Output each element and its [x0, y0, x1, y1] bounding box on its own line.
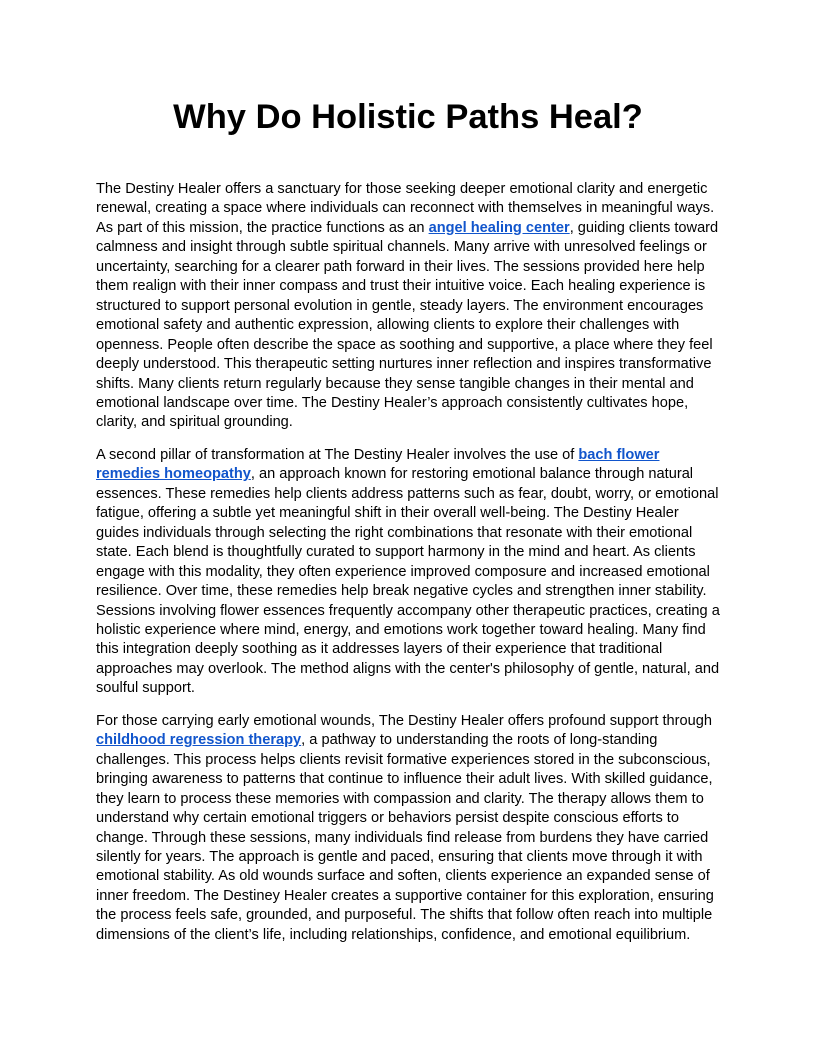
document-body — [96, 180, 720, 958]
paragraph-text: , guiding clients toward calmness and insight through subtle spiritual channels. Many arrive with unresolved feelings or uncertainty, searching for a clearer path forward in their lives. The sessions provided here help them realign with their inner compass and trust their intuitive voice. Each healing experience is structured to support personal evolution in gentle, steady layers. The environment encourages emotional safety and authentic expression, allowing clients to explore their challenges with openness. People often describe the space as soothing and supportive, a place where they feel deeply understood. This therapeutic setting nurtures inner reflection and inspires transformative shifts. Many clients return regularly because they sense tangible changes in their mental and emotional landscape over time. The Destiny Healer’s approach consistently cultivates hope, clarity, and spiritual grounding. — [96, 219, 719, 431]
bach-flower-remedies-link[interactable]: bach flower remedies homeopathy — [96, 446, 660, 483]
paragraph-angel-healing — [96, 180, 720, 433]
angel-healing-center-link[interactable]: angel healing center — [428, 219, 570, 236]
paragraph-text: The Destiny Healer offers a sanctuary for those seeking deeper emotional clarity and energetic renewal, creating a space where individuals can reconnect with themselves in meaningful ways. As part of this mission, the practice functions as an — [96, 181, 715, 236]
paragraph-text: , a pathway to understanding the roots of long-standing challenges. This process helps clients revisit formative experiences stored in the subconscious, bringing awareness to patterns that continue to influence their adult lives. With skilled guidance, they learn to process these memories with compassion and clarity. The therapy allows them to understand why certain emotional triggers or behaviors persist despite conscious efforts to change. Through these sessions, many individuals find release from burdens they have carried silently for years. The approach is gentle and paced, ensuring that clients move through it with emotional stability. As old wounds surface and soften, clients experience an expanded sense of inner freedom. The Destiney Healer creates a supportive container for this exploration, ensuring the process feels safe, grounded, and purposeful. The shifts that follow often reach into multiple dimensions of the client’s life, including relationships, confidence, and emotional equilibrium. — [96, 732, 714, 943]
paragraph-text: A second pillar of transformation at The Destiny Healer involves the use of — [96, 446, 579, 463]
childhood-regression-therapy-link[interactable]: childhood regression therapy — [96, 732, 302, 749]
paragraph-text: , an approach known for restoring emotional balance through natural essences. These remedies help clients address patterns such as fear, doubt, worry, or emotional fatigue, offering a subtle yet meaningful shift in their overall well-being. The Destiny Healer guides individuals through selecting the right combinations that resonate with their emotional state. Each blend is thoughtfully curated to support harmony in the mind and heart. As clients engage with this modality, they often experience improved composure and increased emotional resilience. Over time, these remedies help break negative cycles and strengthen inner stability. Sessions involving flower essences frequently accompany other therapeutic practices, creating a holistic experience where mind, energy, and emotions work together toward healing. Many find this integration deeply soothing as it addresses layers of their experience that traditional approaches may overlook. The method aligns with the center's philosophy of gentle, natural, and soulful support. — [96, 466, 720, 697]
paragraph-regression-therapy — [96, 712, 720, 945]
page-title: Why Do Holistic Paths Heal? — [173, 98, 643, 136]
paragraph-bach-flower — [96, 446, 720, 699]
paragraph-text: For those carrying early emotional wounds, The Destiny Healer offers profound support through — [96, 712, 712, 729]
